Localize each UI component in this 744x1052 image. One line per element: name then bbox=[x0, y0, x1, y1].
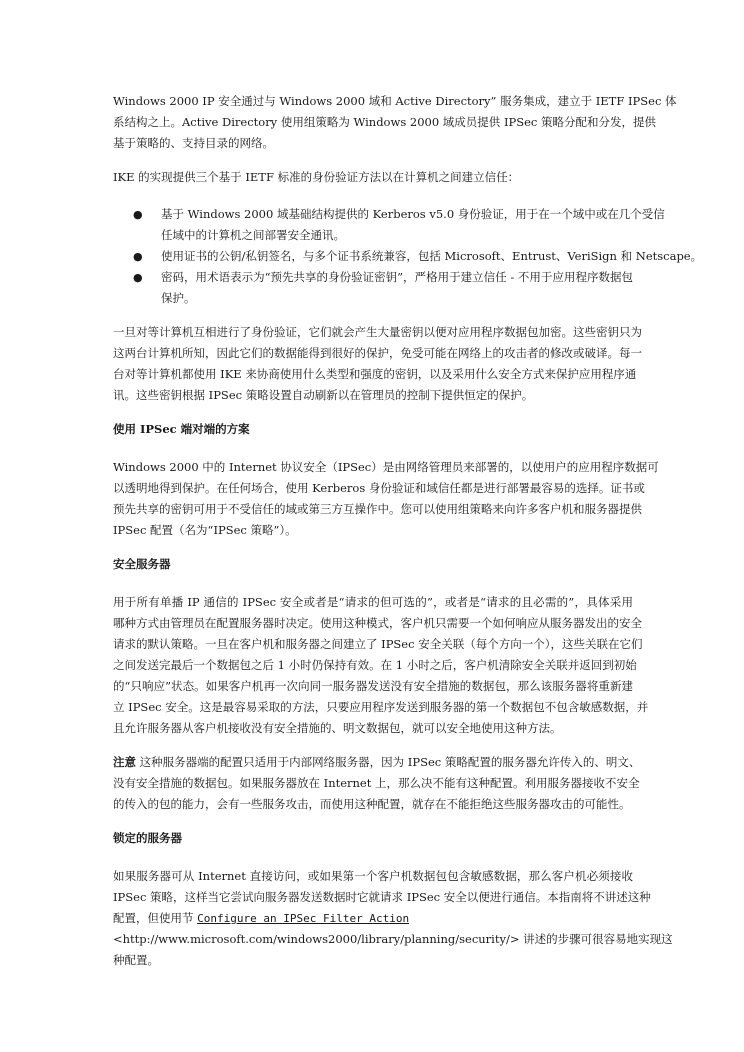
text-line: 的“只响应”状态。如果客户机再一次向同一服务器发送没有安全措施的数据包，那么该服务器将重新建 bbox=[113, 679, 633, 693]
text-line: 系结构之上。Active Directory 使用组策略为 Windows 2000 域成员提供 IPSec 策略分配和分发，提供 bbox=[113, 115, 657, 129]
text-line: 如果服务器可从 Internet 直接访问，或如果第一个客户机数据包包含敏感数据，那么客户机必须接收 bbox=[113, 869, 633, 883]
text-line: 保护。 bbox=[161, 291, 196, 305]
text-line: 种配置。 bbox=[113, 953, 159, 967]
paragraph-secure-server bbox=[113, 592, 649, 739]
paragraph-intro bbox=[113, 91, 677, 154]
text-line: 台对等计算机都使用 IKE 来协商使用什么类型和强度的密钥，以及采用什么安全方式来保护应用程序通 bbox=[113, 367, 637, 381]
text-line: 且允许服务器从客户机接收没有安全措施的、明文数据包，就可以安全地使用这种方法。 bbox=[113, 721, 562, 735]
text-line: IPSec 策略，这样当它尝试向服务器发送数据时它就请求 IPSec 安全以便进行通信。本指南将不讲述这种 bbox=[113, 890, 651, 904]
text-line: 一旦对等计算机互相进行了身份验证，它们就会产生大量密钥以便对应用程序数据包加密。这些密钥只为 bbox=[113, 325, 642, 339]
text-line: 密码，用术语表示为“预先共享的身份验证密钥”，严格用于建立信任 - 不用于应用程序数据包 bbox=[161, 270, 633, 284]
section-heading-ipsec-e2e: 使用 IPSec 端对端的方案 bbox=[113, 422, 250, 436]
document-body bbox=[113, 91, 703, 984]
text-line: 之间发送完最后一个数据包之后 1 小时仍保持有效。在 1 小时之后，客户机清除安全关联并返回到初始 bbox=[113, 658, 637, 672]
text-line: 的传入的包的能力，会有一些服务攻击，而使用这种配置，就存在不能拒绝这些服务器攻击的可能性。 bbox=[113, 797, 631, 811]
section-heading-secure-server: 安全服务器 bbox=[113, 557, 171, 571]
text-line: 没有安全措施的数据包。如果服务器放在 Internet 上，那么决不能有这种配置。利用服务器接收不安全 bbox=[113, 776, 640, 790]
text-line: IKE 的实现提供三个基于 IETF 标准的身份验证方法以在计算机之间建立信任： bbox=[113, 170, 520, 184]
bullet-icon: ● bbox=[133, 250, 143, 263]
text-line: 使用证书的公钥/私钥签名，与多个证书系统兼容，包括 Microsoft、Entrust、VeriSign 和 Netscape。 bbox=[161, 249, 703, 263]
note-label: 注意 bbox=[113, 755, 136, 769]
text-line: 讯。这些密钥根据 IPSec 策略设置自动刷新以在管理员的控制下提供恒定的保护。 bbox=[113, 388, 534, 402]
paragraph-e2e bbox=[113, 457, 659, 541]
paragraph-keys bbox=[113, 322, 642, 406]
configure-ipsec-filter-action-link[interactable]: Configure an IPSec Filter Action bbox=[197, 912, 410, 925]
text-line: Windows 2000 IP 安全通过与 Windows 2000 域和 Active Directory” 服务集成，建立于 IETF IPSec 体 bbox=[113, 94, 677, 108]
text-line: 预先共享的密钥可用于不受信任的域或第三方互操作中。您可以使用组策略来向许多客户机和服务器提供 bbox=[113, 502, 642, 516]
text-line: 这两台计算机所知，因此它们的数据能得到很好的保护，免受可能在网络上的攻击者的修改或破译。每一 bbox=[113, 346, 642, 360]
bullet-item-kerberos bbox=[133, 204, 665, 246]
bullet-icon: ● bbox=[133, 208, 143, 221]
section-heading-locked-server: 锁定的服务器 bbox=[113, 831, 182, 845]
text-line: 用于所有单播 IP 通信的 IPSec 安全或者是“请求的但可选的”，或者是“请求的且必需的”，具体采用 bbox=[113, 595, 633, 609]
paragraph-ike bbox=[113, 167, 633, 188]
bullet-list bbox=[113, 204, 703, 309]
bullet-icon: ● bbox=[133, 271, 143, 284]
text-line: 任域中的计算机之间部署安全通讯。 bbox=[161, 228, 345, 242]
text-line: 基于策略的、支持目录的网络。 bbox=[113, 136, 274, 150]
bullet-item-certificates bbox=[133, 246, 703, 267]
text-line: 哪种方式由管理员在配置服务器时决定。使用这种模式，客户机只需要一个如何响应从服务器发出的安全 bbox=[113, 616, 642, 630]
text-line: 以透明地得到保护。在任何场合，使用 Kerberos 身份验证和域信任都是进行部署最容易的选择。证书或 bbox=[113, 481, 645, 495]
text-line: 基于 Windows 2000 域基础结构提供的 Kerberos v5.0 身份验证，用于在一个域中或在几个受信 bbox=[161, 207, 665, 221]
text-line: 这种服务器端的配置只适用于内部网络服务器，因为 IPSec 策略配置的服务器允许传入的、明文、 bbox=[139, 755, 641, 769]
text-line: 立 IPSec 安全。这是最容易采取的方法，只要应用程序发送到服务器的第一个数据包不包含敏感数据，并 bbox=[113, 700, 649, 714]
text-line: Windows 2000 中的 Internet 协议安全（IPSec）是由网络管理员来部署的，以使用户的应用程序数据可 bbox=[113, 460, 659, 474]
text-line: 配置，但使用节 bbox=[113, 911, 198, 925]
bullet-item-preshared-key bbox=[133, 267, 633, 309]
text-line: 请求的默认策略。一旦在客户机和服务器之间建立了 IPSec 安全关联（每个方向一个），这些关联在它们 bbox=[113, 637, 643, 651]
text-line: <http://www.microsoft.com/windows2000/library/planning/security/> 讲述的步骤可很容易地实现这 bbox=[113, 932, 673, 946]
paragraph-locked-server bbox=[113, 866, 673, 971]
text-line: IPSec 配置（名为“IPSec 策略”）。 bbox=[113, 523, 297, 537]
note-paragraph bbox=[113, 752, 641, 815]
